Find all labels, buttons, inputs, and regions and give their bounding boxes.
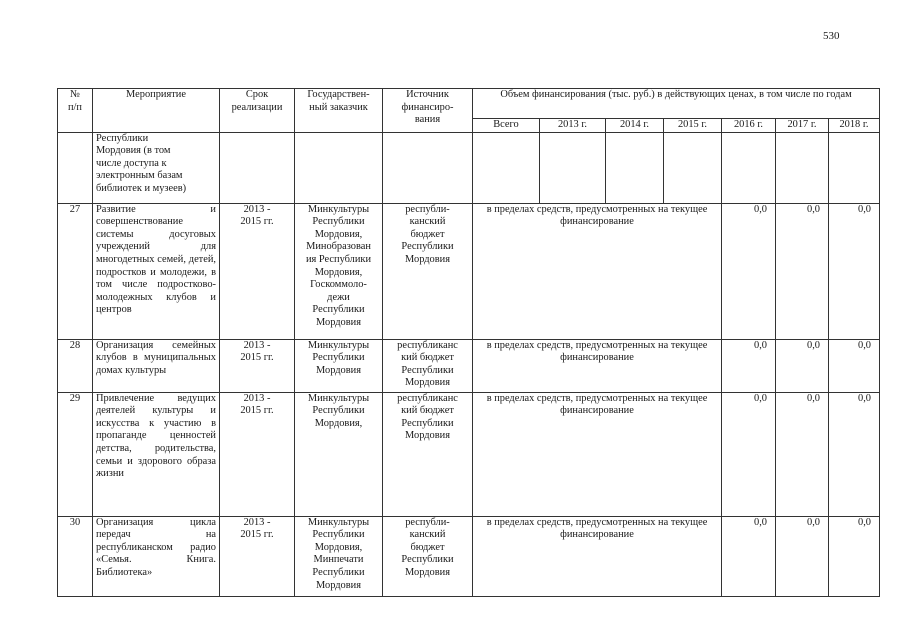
header-event: Мероприятие (93, 89, 220, 133)
header-num: № п/п (58, 89, 93, 133)
row-source: республи- канский бюджет Республики Мордовия (383, 516, 473, 596)
row-event: Организация семейных клубов в муниципальных домах культуры (93, 339, 220, 392)
row-2017: 0,0 (776, 203, 829, 339)
row-customer: Минкультуры Республики Мордовия, Минобразован ия Республики Мордовия, Госкоммоло- дежи Республики Мордовия (295, 203, 383, 339)
row-2017: 0,0 (776, 392, 829, 516)
row-financing: в пределах средств, предусмотренных на текущее финансирование (473, 339, 722, 392)
row-source: республиканс кий бюджет Республики Мордовия (383, 339, 473, 392)
header-year: 2016 г. (722, 119, 776, 133)
row-term: 2013 - 2015 гг. (220, 516, 295, 596)
table-row (58, 203, 880, 339)
header-year: 2015 г. (664, 119, 722, 133)
table-row (58, 516, 880, 596)
row-num: 28 (58, 339, 93, 392)
row-customer: Минкультуры Республики Мордовия, Минпечати Республики Мордовия (295, 516, 383, 596)
row-2017: 0,0 (776, 516, 829, 596)
row-term: 2013 - 2015 гг. (220, 203, 295, 339)
row-num: 27 (58, 203, 93, 339)
header-term: Срок реализации (220, 89, 295, 133)
table-row (58, 392, 880, 516)
header-year: Всего (473, 119, 540, 133)
row-2018: 0,0 (829, 516, 880, 596)
header-source: Источник финансиро- вания (383, 89, 473, 133)
header-customer: Государствен- ный заказчик (295, 89, 383, 133)
row-financing: в пределах средств, предусмотренных на текущее финансирование (473, 392, 722, 516)
table-row (58, 339, 880, 392)
row-2017: 0,0 (776, 339, 829, 392)
row-2016: 0,0 (722, 392, 776, 516)
financing-table (57, 88, 880, 597)
header-year: 2014 г. (606, 119, 664, 133)
header-year: 2018 г. (829, 119, 880, 133)
row-financing: в пределах средств, предусмотренных на текущее финансирование (473, 203, 722, 339)
row-2016: 0,0 (722, 516, 776, 596)
row-2018: 0,0 (829, 392, 880, 516)
header-volume: Объем финансирования (тыс. руб.) в действующих ценах, в том числе по годам (473, 89, 880, 119)
row-num: 30 (58, 516, 93, 596)
row-num (58, 132, 93, 203)
header-year: 2013 г. (540, 119, 606, 133)
row-2018: 0,0 (829, 339, 880, 392)
page-number: 530 (823, 30, 840, 42)
table-header (58, 89, 880, 133)
header-year: 2017 г. (776, 119, 829, 133)
row-event: Организация цикла передач на республиканском радио «Семья. Книга. Библиотека» (93, 516, 220, 596)
row-term: 2013 - 2015 гг. (220, 392, 295, 516)
table-row (58, 132, 880, 203)
row-source: республи- канский бюджет Республики Мордовия (383, 203, 473, 339)
row-customer: Минкультуры Республики Мордовия, (295, 392, 383, 516)
row-2016: 0,0 (722, 339, 776, 392)
row-financing: в пределах средств, предусмотренных на текущее финансирование (473, 516, 722, 596)
row-2016: 0,0 (722, 203, 776, 339)
row-num: 29 (58, 392, 93, 516)
row-event: Развитие и совершенствование системы досуговых учреждений для многодетных семей, детей, подростков и молодежи, в том числе подростково-молодежных клубов и центров (93, 203, 220, 339)
row-customer: Минкультуры Республики Мордовия (295, 339, 383, 392)
row-event: Привлечение ведущих деятелей культуры и искусства к участию в пропаганде ценностей детства, родительства, семьи и здорового образа жизни (93, 392, 220, 516)
row-term: 2013 - 2015 гг. (220, 339, 295, 392)
row-source: республиканс кий бюджет Республики Мордовия (383, 392, 473, 516)
row-event: Республики Мордовия (в том числе доступа к электронным базам библиотек и музеев) (93, 132, 220, 203)
row-2018: 0,0 (829, 203, 880, 339)
